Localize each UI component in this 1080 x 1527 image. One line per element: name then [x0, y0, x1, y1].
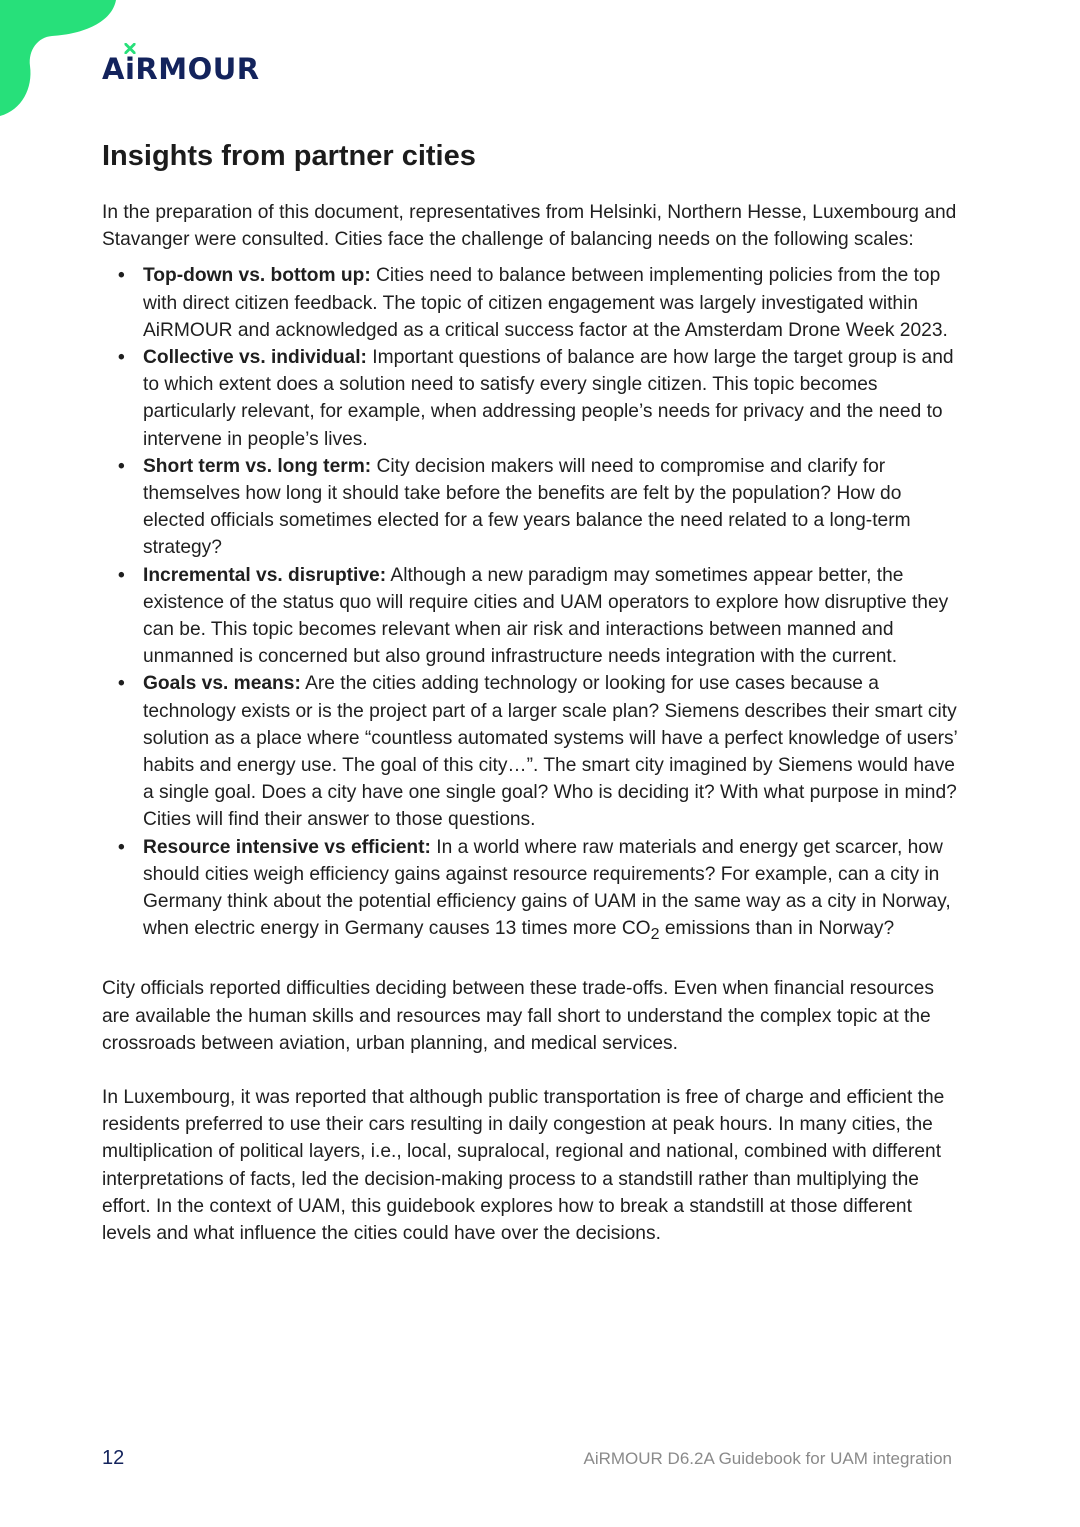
list-item-term: Incremental vs. disruptive: — [143, 564, 387, 586]
list-item-text: Cities need to balance between implementing policies from the top with direct citizen feedback. The topic of citizen engagement was largely investigated within AiRMOUR and acknowledged as a critical success factor at the Amsterdam Drone Week 2023. — [143, 265, 948, 341]
page-number: 12 — [102, 1447, 125, 1469]
airmour-logo — [102, 52, 260, 86]
footer-document-title: AiRMOUR D6.2A Guidebook for UAM integration — [583, 1449, 952, 1468]
list-item-term: Goals vs. means: — [143, 673, 301, 695]
list-item — [143, 262, 962, 344]
list-item — [143, 670, 962, 833]
paragraph-luxembourg: In Luxembourg, it was reported that although public transportation is free of charge and efficient the residents preferred to use their cars resulting in daily congestion at peak hours. In many cities, the multiplication of political layers, i.e., local, supralocal, regional and national, combined with different interpretations of facts, led the decision-making process to a standstill rather than multiplying the effort. In the context of UAM, this guidebook explores how to break a standstill at those different levels and what influence the cities could have over the decisions. — [102, 1086, 945, 1244]
page-title: Insights from partner cities — [102, 140, 476, 172]
intro-paragraph: In the preparation of this document, representatives from Helsinki, Northern Hesse, Luxembourg and Stavanger were consulted. Cities face the challenge of balancing needs on the following scales: — [102, 202, 957, 251]
list-item-term: Resource intensive vs efficient: — [143, 836, 431, 858]
list-item — [143, 453, 962, 562]
logo-letter-i — [125, 52, 135, 86]
list-item-text: Although a new paradigm may sometimes appear better, the existence of the status quo will require cities and UAM operators to explore how disruptive they can be. This topic becomes relevant when air risk and interactions between manned and unmanned is concerned but also ground infrastructure needs integration with the current. — [143, 564, 949, 668]
list-item-term: Top-down vs. bottom up: — [143, 265, 371, 287]
logo-letters-rmour: RMOUR — [135, 52, 260, 86]
list-item-text: City decision makers will need to compromise and clarify for themselves how long it should take before the benefits are felt by the population? How do elected officials sometimes elected for a few years balance the need related to a long-term strategy? — [143, 455, 911, 559]
logo-cross-icon — [125, 43, 136, 54]
co2-subscript: 2 — [650, 926, 660, 944]
body-content — [102, 199, 962, 1247]
list-item — [143, 834, 962, 949]
balance-scales-list — [102, 262, 962, 948]
list-item-term: Short term vs. long term: — [143, 455, 372, 477]
list-item — [143, 562, 962, 671]
list-item-text: In a world where raw materials and energy get scarcer, how should cities weigh efficiency gains against resource requirements? For example, can a city in Germany think about the potential efficiency gains of UAM in the same way as a city in Norway, when electric energy in Germany causes 13 times more CO — [143, 836, 951, 940]
list-item-text: Important questions of balance are how large the target group is and to which extent does a solution need to satisfy every single citizen. This topic becomes particularly relevant, for example, when addressing people’s needs for privacy and the need to intervene in people’s lives. — [143, 347, 954, 450]
logo-letter-i-text: i — [124, 52, 136, 86]
list-item-text: Are the cities adding technology or looking for use cases because a technology exists or is the project part of a larger scale plan? Siemens describes their smart city solution as a place where “countless automated systems will have a perfect knowledge of users’ habits and energy use. The goal of this city…”. The smart city imagined by Siemens would have a single goal. Does a city have one single goal? Who is deciding it? With what purpose in mind? Cities will find their answer to those questions. — [143, 673, 958, 831]
list-item — [143, 344, 962, 453]
list-item-term: Collective vs. individual: — [143, 347, 367, 369]
paragraph-trade-offs: City officials reported difficulties deciding between these trade-offs. Even when financial resources are available the human skills and resources may fall short to understand the complex topic at the crossroads between aviation, urban planning, and medical services. — [102, 978, 934, 1054]
list-item-text-tail: emissions than in Norway? — [659, 918, 895, 940]
logo-letter-a: A — [102, 52, 125, 86]
